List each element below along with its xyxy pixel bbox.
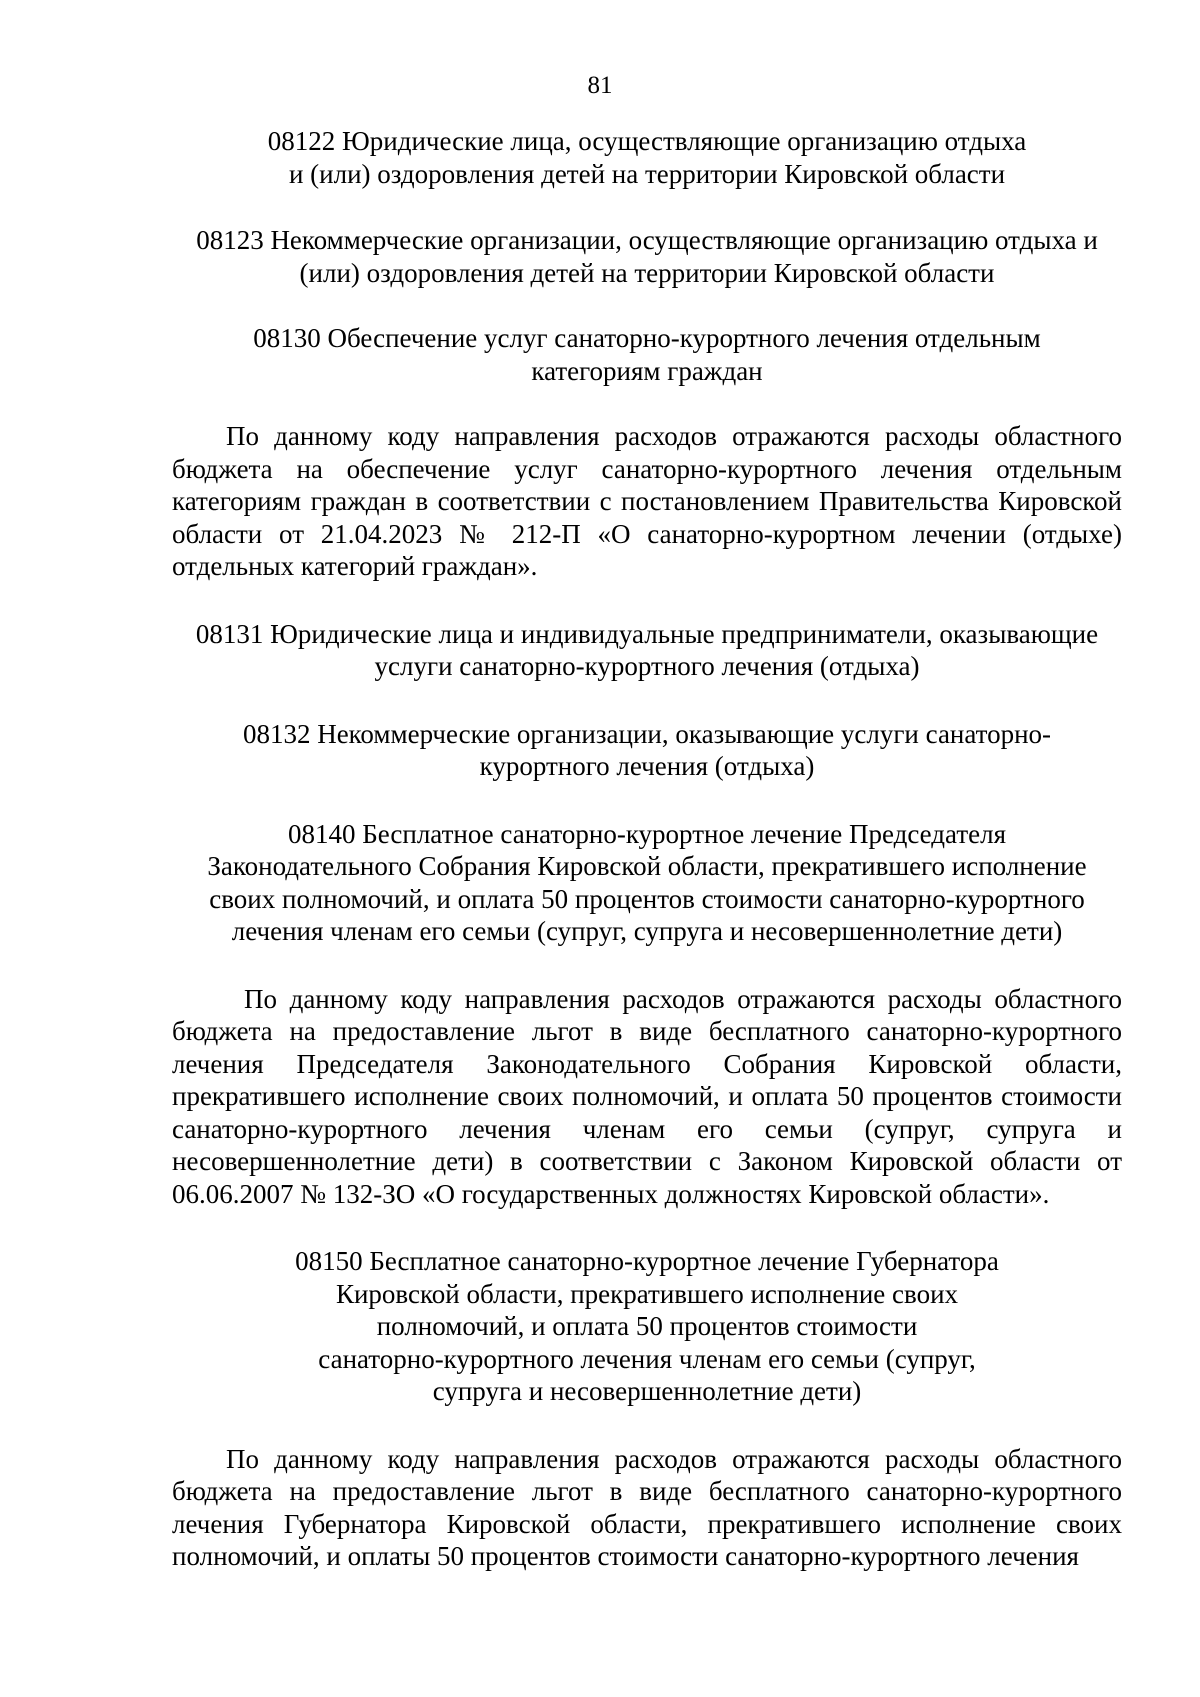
heading-line: 08122 Юридические лица, осуществляющие организацию отдыха [267,126,1027,156]
heading-line: 08150 Бесплатное санаторно-курортное лечение Губернатора [295,1246,999,1276]
paragraph-08150: По данному коду направления расходов отражаются расходы областного бюджета на предоставление льгот в виде бесплатного санаторно-курортного лечения Губернатора Кировской области, прекратившего исполнение своих полномочий, и оплаты 50 процентов стоимости санаторно-курортного лечения [172,1443,1122,1571]
heading-line: Кировской области, прекратившего исполнение своих [335,1278,959,1309]
heading-line: курортного лечения (отдыха) [479,751,815,781]
heading-line: полномочий, и оплата 50 процентов стоимости [376,1311,918,1341]
heading-line: 08131 Юридические лица и индивидуальные предприниматели, оказывающие [195,618,1099,649]
heading-08150 [172,1245,1122,1408]
heading-line: услуги санаторно-курортного лечения (отдыха) [374,651,920,681]
heading-08140 [172,818,1122,948]
heading-line: категориям граждан [531,355,763,386]
heading-line: своих полномочий, и оплата 50 процентов стоимости санаторно-курортного [209,883,1085,914]
document-body [172,125,1122,1573]
paragraph-08140: По данному коду направления расходов отражаются расходы областного бюджета на предоставление льгот в виде бесплатного санаторно-курортного лечения Председателя Законодательного Собрания Кировской области, прекратившего исполнение своих полномочий, и оплата 50 процентов стоимости санаторно-курортного лечения членам его семьи (супруг, супруга и несовершеннолетние дети) в соответствии с Законом Кировской области от 06.06.2007 № 132-ЗО «О государственных должностях Кировской области». [172,983,1122,1209]
heading-line: (или) оздоровления детей на территории Кировской области [299,257,995,288]
heading-line: санаторно-курортного лечения членам его семьи (супруг, [318,1343,976,1374]
heading-line: 08123 Некоммерческие организации, осуществляющие организацию отдыха и [196,225,1098,255]
heading-08122 [172,125,1122,190]
heading-08131 [172,618,1122,683]
heading-line: супруга и несовершеннолетние дети) [432,1376,862,1406]
heading-line: 08132 Некоммерческие организации, оказывающие услуги санаторно- [242,718,1052,749]
page-number: 81 [587,72,613,99]
heading-line: лечения членам его семьи (супруг, супруга и несовершеннолетние дети) [231,916,1063,946]
heading-line: и (или) оздоровления детей на территории Кировской области [288,158,1006,189]
heading-line: 08140 Бесплатное санаторно-курортное лечение Председателя [287,818,1006,849]
heading-08132 [172,718,1122,783]
paragraph-08130: По данному коду направления расходов отражаются расходы областного бюджета на обеспечение услуг санаторно-курортного лечения отдельным категориям граждан в соответствии с постановлением Правительства Кировской области от 21.04.2023 № 212-П «О санаторно-курортном лечении (отдыхе) отдельных категорий граждан». [172,421,1122,581]
heading-line: 08130 Обеспечение услуг санаторно-курортного лечения отдельным [253,323,1041,353]
heading-08130 [172,322,1122,387]
heading-line: Законодательного Собрания Кировской области, прекратившего исполнение [207,851,1087,881]
heading-08123 [172,224,1122,289]
